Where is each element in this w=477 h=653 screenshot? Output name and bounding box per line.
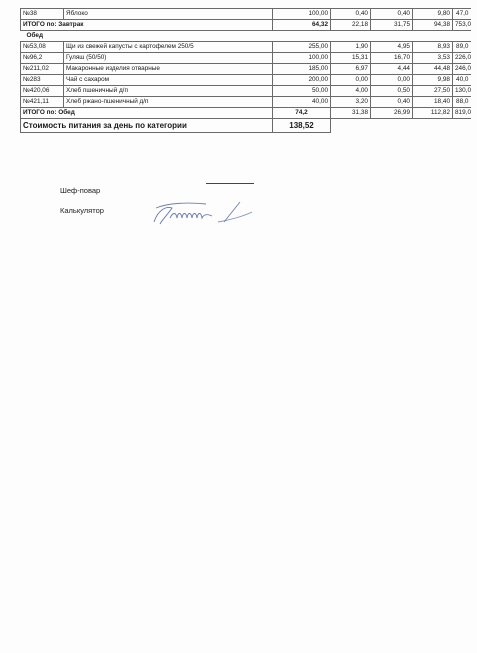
dish-protein: 4,00	[331, 86, 371, 97]
dish-weight: 50,00	[273, 86, 331, 97]
dish-fat: 16,70	[371, 53, 413, 64]
table-row	[21, 75, 471, 86]
dish-weight: 100,00	[273, 53, 331, 64]
grand-total-row	[21, 119, 471, 133]
dish-carbs: 18,40	[413, 97, 453, 108]
breakfast-total-carbs: 94,38	[413, 20, 453, 31]
dish-protein: 15,31	[331, 53, 371, 64]
dish-code: №421,11	[21, 97, 64, 108]
dish-name: Щи из свежей капусты с картофелем 250/5	[64, 42, 273, 53]
dish-carbs: 3,53	[413, 53, 453, 64]
breakfast-total-protein: 22,18	[331, 20, 371, 31]
dish-name: Хлеб пшеничный д/п	[64, 86, 273, 97]
dish-name: Макаронные изделия отварные	[64, 64, 273, 75]
dish-energy: 246,0	[453, 64, 471, 75]
dish-weight: 185,00	[273, 64, 331, 75]
grand-total-label: Стоимость питания за день по категории	[21, 119, 273, 133]
dish-fat: 0,40	[371, 9, 413, 20]
calculator-label: Калькулятор	[60, 206, 104, 215]
breakfast-total-energy: 753,0	[453, 20, 471, 31]
dish-energy: 88,0	[453, 97, 471, 108]
dish-weight: 40,00	[273, 97, 331, 108]
breakfast-total-row	[21, 20, 471, 31]
dish-carbs: 27,50	[413, 86, 453, 97]
table-row	[21, 42, 471, 53]
table-row	[21, 86, 471, 97]
chef-label: Шеф-повар	[60, 186, 101, 195]
lunch-heading: Обед	[21, 31, 471, 42]
dish-code: №96,2	[21, 53, 64, 64]
handwritten-signature	[148, 198, 258, 228]
dish-code: №211,02	[21, 64, 64, 75]
dish-fat: 0,50	[371, 86, 413, 97]
dish-energy: 89,0	[453, 42, 471, 53]
dish-carbs: 8,93	[413, 42, 453, 53]
dish-energy: 130,0	[453, 86, 471, 97]
lunch-heading-row	[21, 31, 471, 42]
dish-name: Гуляш (50/50)	[64, 53, 273, 64]
dish-energy: 47,0	[453, 9, 471, 20]
menu-table	[20, 8, 471, 133]
lunch-total-protein: 31,38	[331, 108, 371, 119]
dish-name: Яблоко	[64, 9, 273, 20]
dish-code: №420,06	[21, 86, 64, 97]
chef-signature-line	[206, 183, 254, 184]
breakfast-total-fat: 31,75	[371, 20, 413, 31]
dish-protein: 6,97	[331, 64, 371, 75]
dish-code: №53,08	[21, 42, 64, 53]
lunch-total-price: 74,2	[273, 108, 331, 119]
grand-total-blank	[331, 119, 471, 133]
dish-code: №283	[21, 75, 64, 86]
dish-fat: 4,44	[371, 64, 413, 75]
dish-name: Хлеб ржано-пшеничный д/п	[64, 97, 273, 108]
dish-energy: 226,0	[453, 53, 471, 64]
dish-carbs: 9,98	[413, 75, 453, 86]
dish-fat: 4,95	[371, 42, 413, 53]
table-row	[21, 97, 471, 108]
dish-weight: 100,00	[273, 9, 331, 20]
table-row	[21, 53, 471, 64]
dish-carbs: 9,80	[413, 9, 453, 20]
lunch-total-label: ИТОГО по: Обед	[21, 108, 273, 119]
table-row	[21, 9, 471, 20]
lunch-total-energy: 819,0	[453, 108, 471, 119]
dish-carbs: 44,48	[413, 64, 453, 75]
dish-code: №38	[21, 9, 64, 20]
table-row	[21, 64, 471, 75]
dish-energy: 40,0	[453, 75, 471, 86]
lunch-total-row	[21, 108, 471, 119]
breakfast-total-price: 64,32	[273, 20, 331, 31]
dish-weight: 255,00	[273, 42, 331, 53]
dish-protein: 0,00	[331, 75, 371, 86]
dish-protein: 3,20	[331, 97, 371, 108]
dish-protein: 1,90	[331, 42, 371, 53]
dish-name: Чай с сахаром	[64, 75, 273, 86]
lunch-total-fat: 26,99	[371, 108, 413, 119]
lunch-total-carbs: 112,82	[413, 108, 453, 119]
breakfast-total-label: ИТОГО по: Завтрак	[21, 20, 273, 31]
dish-weight: 200,00	[273, 75, 331, 86]
dish-fat: 0,40	[371, 97, 413, 108]
grand-total-value: 138,52	[273, 119, 331, 133]
dish-fat: 0,00	[371, 75, 413, 86]
dish-protein: 0,40	[331, 9, 371, 20]
